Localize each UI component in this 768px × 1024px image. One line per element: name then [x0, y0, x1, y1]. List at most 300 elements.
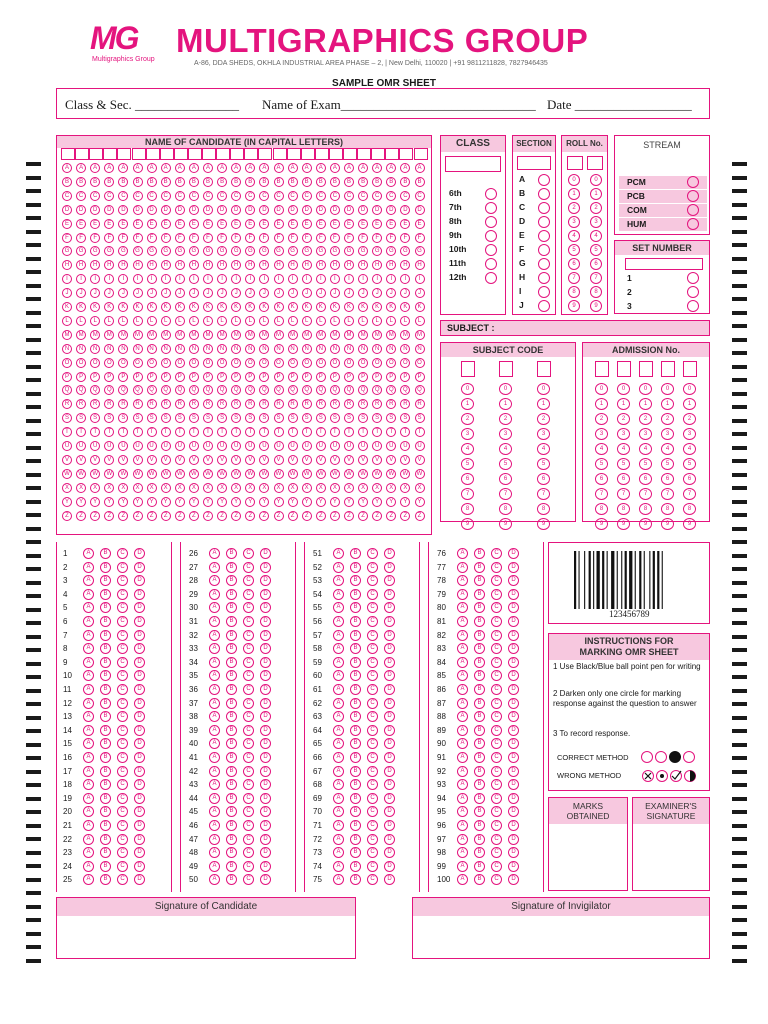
- subject-code-bubble[interactable]: 4: [537, 443, 550, 455]
- admission-bubble[interactable]: 7: [661, 488, 674, 500]
- name-bubble[interactable]: A: [358, 163, 368, 173]
- answer-bubble[interactable]: D: [134, 806, 145, 817]
- answer-bubble[interactable]: A: [83, 589, 94, 600]
- name-bubble[interactable]: H: [245, 260, 255, 270]
- name-bubble[interactable]: E: [161, 219, 171, 229]
- answer-bubble[interactable]: C: [491, 698, 502, 709]
- name-letter-box[interactable]: [132, 148, 146, 160]
- answer-bubble[interactable]: C: [367, 575, 378, 586]
- name-bubble[interactable]: Q: [104, 385, 114, 395]
- name-bubble[interactable]: X: [400, 483, 410, 493]
- name-bubble[interactable]: X: [316, 483, 326, 493]
- subject-code-bubble[interactable]: 0: [537, 383, 550, 395]
- name-bubble[interactable]: K: [386, 302, 396, 312]
- name-bubble[interactable]: U: [147, 441, 157, 451]
- name-bubble[interactable]: O: [189, 358, 199, 368]
- answer-bubble[interactable]: A: [83, 766, 94, 777]
- name-bubble[interactable]: P: [386, 372, 396, 382]
- name-bubble[interactable]: R: [133, 399, 143, 409]
- name-bubble[interactable]: F: [118, 233, 128, 243]
- name-bubble[interactable]: E: [358, 219, 368, 229]
- name-bubble[interactable]: N: [62, 344, 72, 354]
- name-bubble[interactable]: A: [62, 163, 72, 173]
- name-bubble[interactable]: L: [302, 316, 312, 326]
- name-bubble[interactable]: A: [302, 163, 312, 173]
- name-bubble[interactable]: G: [217, 246, 227, 256]
- name-bubble[interactable]: M: [62, 330, 72, 340]
- name-bubble[interactable]: P: [245, 372, 255, 382]
- name-bubble[interactable]: P: [302, 372, 312, 382]
- name-bubble[interactable]: A: [330, 163, 340, 173]
- answer-bubble[interactable]: D: [134, 616, 145, 627]
- name-bubble[interactable]: L: [147, 316, 157, 326]
- answer-bubble[interactable]: C: [367, 562, 378, 573]
- name-bubble[interactable]: I: [147, 274, 157, 284]
- answer-bubble[interactable]: D: [260, 779, 271, 790]
- name-bubble[interactable]: V: [104, 455, 114, 465]
- answer-bubble[interactable]: D: [384, 874, 395, 885]
- name-bubble[interactable]: W: [62, 469, 72, 479]
- admission-bubble[interactable]: 8: [595, 503, 608, 515]
- answer-bubble[interactable]: D: [134, 575, 145, 586]
- answer-bubble[interactable]: D: [508, 779, 519, 790]
- name-bubble[interactable]: H: [344, 260, 354, 270]
- name-bubble[interactable]: J: [259, 288, 269, 298]
- name-bubble[interactable]: C: [76, 191, 86, 201]
- class-bubble[interactable]: [485, 258, 497, 270]
- name-bubble[interactable]: Y: [189, 497, 199, 507]
- name-bubble[interactable]: M: [133, 330, 143, 340]
- name-bubble[interactable]: A: [90, 163, 100, 173]
- set-bubble[interactable]: [687, 272, 699, 284]
- name-bubble[interactable]: L: [400, 316, 410, 326]
- name-bubble[interactable]: I: [302, 274, 312, 284]
- name-bubble[interactable]: I: [400, 274, 410, 284]
- answer-bubble[interactable]: B: [226, 643, 237, 654]
- name-bubble[interactable]: M: [203, 330, 213, 340]
- answer-bubble[interactable]: D: [508, 698, 519, 709]
- answer-bubble[interactable]: C: [243, 711, 254, 722]
- name-bubble[interactable]: M: [76, 330, 86, 340]
- answer-bubble[interactable]: A: [457, 711, 468, 722]
- name-bubble[interactable]: T: [62, 427, 72, 437]
- name-bubble[interactable]: S: [358, 413, 368, 423]
- answer-bubble[interactable]: A: [333, 861, 344, 872]
- answer-bubble[interactable]: A: [83, 820, 94, 831]
- answer-bubble[interactable]: D: [384, 725, 395, 736]
- name-bubble[interactable]: Q: [344, 385, 354, 395]
- name-bubble[interactable]: T: [189, 427, 199, 437]
- name-bubble[interactable]: P: [161, 372, 171, 382]
- name-bubble[interactable]: J: [330, 288, 340, 298]
- roll-bubble[interactable]: 4: [568, 230, 580, 242]
- name-bubble[interactable]: E: [203, 219, 213, 229]
- admission-write-box[interactable]: [595, 361, 609, 377]
- answer-bubble[interactable]: C: [117, 834, 128, 845]
- section-bubble[interactable]: [538, 272, 550, 284]
- admission-bubble[interactable]: 9: [683, 518, 696, 530]
- answer-bubble[interactable]: D: [508, 562, 519, 573]
- name-bubble[interactable]: G: [189, 246, 199, 256]
- name-bubble[interactable]: P: [118, 372, 128, 382]
- name-bubble[interactable]: V: [386, 455, 396, 465]
- answer-bubble[interactable]: D: [508, 589, 519, 600]
- answer-bubble[interactable]: D: [134, 779, 145, 790]
- name-bubble[interactable]: C: [302, 191, 312, 201]
- name-bubble[interactable]: K: [90, 302, 100, 312]
- answer-bubble[interactable]: D: [508, 874, 519, 885]
- admission-bubble[interactable]: 2: [595, 413, 608, 425]
- answer-bubble[interactable]: A: [333, 820, 344, 831]
- name-bubble[interactable]: R: [90, 399, 100, 409]
- answer-bubble[interactable]: B: [350, 602, 361, 613]
- name-bubble[interactable]: L: [76, 316, 86, 326]
- answer-bubble[interactable]: A: [83, 548, 94, 559]
- admission-bubble[interactable]: 9: [617, 518, 630, 530]
- name-bubble[interactable]: R: [147, 399, 157, 409]
- name-bubble[interactable]: S: [161, 413, 171, 423]
- name-bubble[interactable]: B: [288, 177, 298, 187]
- name-bubble[interactable]: R: [104, 399, 114, 409]
- name-bubble[interactable]: V: [330, 455, 340, 465]
- name-bubble[interactable]: J: [415, 288, 425, 298]
- answer-bubble[interactable]: B: [226, 766, 237, 777]
- name-bubble[interactable]: A: [217, 163, 227, 173]
- name-bubble[interactable]: G: [133, 246, 143, 256]
- answer-bubble[interactable]: C: [491, 602, 502, 613]
- name-bubble[interactable]: P: [344, 372, 354, 382]
- name-bubble[interactable]: O: [76, 358, 86, 368]
- answer-bubble[interactable]: B: [100, 738, 111, 749]
- answer-bubble[interactable]: C: [491, 834, 502, 845]
- name-letter-box[interactable]: [273, 148, 287, 160]
- name-bubble[interactable]: K: [231, 302, 241, 312]
- answer-bubble[interactable]: D: [384, 752, 395, 763]
- answer-bubble[interactable]: A: [209, 657, 220, 668]
- answer-bubble[interactable]: A: [209, 589, 220, 600]
- name-bubble[interactable]: Q: [245, 385, 255, 395]
- roll-write-box-1[interactable]: [567, 156, 583, 170]
- name-bubble[interactable]: Y: [175, 497, 185, 507]
- name-bubble[interactable]: N: [147, 344, 157, 354]
- answer-bubble[interactable]: A: [333, 616, 344, 627]
- name-bubble[interactable]: P: [231, 372, 241, 382]
- name-bubble[interactable]: H: [316, 260, 326, 270]
- section-bubble[interactable]: [538, 188, 550, 200]
- name-bubble[interactable]: T: [245, 427, 255, 437]
- answer-bubble[interactable]: B: [226, 752, 237, 763]
- name-bubble[interactable]: G: [372, 246, 382, 256]
- name-bubble[interactable]: E: [372, 219, 382, 229]
- name-bubble[interactable]: P: [274, 372, 284, 382]
- stream-bubble[interactable]: [687, 176, 699, 188]
- answer-bubble[interactable]: C: [243, 616, 254, 627]
- answer-bubble[interactable]: C: [367, 861, 378, 872]
- answer-bubble[interactable]: A: [457, 834, 468, 845]
- name-bubble[interactable]: G: [231, 246, 241, 256]
- name-bubble[interactable]: L: [90, 316, 100, 326]
- name-bubble[interactable]: N: [386, 344, 396, 354]
- answer-bubble[interactable]: C: [367, 684, 378, 695]
- name-bubble[interactable]: N: [118, 344, 128, 354]
- name-bubble[interactable]: E: [118, 219, 128, 229]
- answer-bubble[interactable]: C: [491, 738, 502, 749]
- answer-bubble[interactable]: A: [457, 820, 468, 831]
- name-bubble[interactable]: M: [400, 330, 410, 340]
- answer-bubble[interactable]: C: [243, 820, 254, 831]
- name-bubble[interactable]: I: [386, 274, 396, 284]
- name-bubble[interactable]: C: [133, 191, 143, 201]
- name-bubble[interactable]: O: [217, 358, 227, 368]
- name-bubble[interactable]: B: [415, 177, 425, 187]
- name-bubble[interactable]: I: [231, 274, 241, 284]
- answer-bubble[interactable]: B: [350, 616, 361, 627]
- name-bubble[interactable]: Q: [203, 385, 213, 395]
- admission-bubble[interactable]: 3: [683, 428, 696, 440]
- name-bubble[interactable]: Y: [76, 497, 86, 507]
- name-bubble[interactable]: B: [245, 177, 255, 187]
- admission-bubble[interactable]: 6: [639, 473, 652, 485]
- answer-bubble[interactable]: D: [260, 793, 271, 804]
- answer-bubble[interactable]: B: [226, 847, 237, 858]
- name-letter-box[interactable]: [160, 148, 174, 160]
- name-bubble[interactable]: V: [288, 455, 298, 465]
- name-bubble[interactable]: J: [133, 288, 143, 298]
- name-bubble[interactable]: M: [288, 330, 298, 340]
- name-bubble[interactable]: K: [358, 302, 368, 312]
- class-option[interactable]: [447, 202, 503, 215]
- name-bubble[interactable]: S: [217, 413, 227, 423]
- answer-bubble[interactable]: C: [367, 834, 378, 845]
- name-bubble[interactable]: K: [147, 302, 157, 312]
- answer-bubble[interactable]: A: [333, 779, 344, 790]
- answer-bubble[interactable]: B: [226, 820, 237, 831]
- name-bubble[interactable]: Z: [231, 511, 241, 521]
- name-bubble[interactable]: S: [372, 413, 382, 423]
- name-bubble[interactable]: T: [288, 427, 298, 437]
- name-bubble[interactable]: X: [217, 483, 227, 493]
- answer-bubble[interactable]: A: [457, 861, 468, 872]
- name-bubble[interactable]: R: [400, 399, 410, 409]
- answer-bubble[interactable]: C: [367, 589, 378, 600]
- name-bubble[interactable]: F: [104, 233, 114, 243]
- answer-bubble[interactable]: D: [384, 562, 395, 573]
- name-bubble[interactable]: H: [372, 260, 382, 270]
- name-bubble[interactable]: Q: [76, 385, 86, 395]
- section-option[interactable]: [517, 244, 553, 257]
- name-bubble[interactable]: R: [330, 399, 340, 409]
- answer-bubble[interactable]: A: [457, 602, 468, 613]
- answer-bubble[interactable]: A: [83, 643, 94, 654]
- name-bubble[interactable]: Q: [415, 385, 425, 395]
- name-bubble[interactable]: K: [302, 302, 312, 312]
- answer-bubble[interactable]: B: [474, 711, 485, 722]
- name-bubble[interactable]: F: [415, 233, 425, 243]
- admission-bubble[interactable]: 2: [661, 413, 674, 425]
- name-bubble[interactable]: U: [259, 441, 269, 451]
- name-bubble[interactable]: R: [189, 399, 199, 409]
- answer-bubble[interactable]: D: [384, 698, 395, 709]
- subject-code-bubble[interactable]: 5: [461, 458, 474, 470]
- name-bubble[interactable]: K: [189, 302, 199, 312]
- answer-bubble[interactable]: C: [367, 711, 378, 722]
- answer-bubble[interactable]: D: [384, 861, 395, 872]
- name-bubble[interactable]: I: [358, 274, 368, 284]
- answer-bubble[interactable]: C: [117, 602, 128, 613]
- answer-bubble[interactable]: B: [100, 820, 111, 831]
- answer-bubble[interactable]: A: [333, 698, 344, 709]
- name-bubble[interactable]: Y: [259, 497, 269, 507]
- answer-bubble[interactable]: D: [260, 643, 271, 654]
- name-bubble[interactable]: D: [316, 205, 326, 215]
- name-bubble[interactable]: F: [62, 233, 72, 243]
- answer-bubble[interactable]: D: [134, 548, 145, 559]
- name-bubble[interactable]: G: [358, 246, 368, 256]
- answer-bubble[interactable]: C: [491, 766, 502, 777]
- name-bubble[interactable]: X: [133, 483, 143, 493]
- answer-bubble[interactable]: C: [243, 548, 254, 559]
- name-bubble[interactable]: B: [358, 177, 368, 187]
- answer-bubble[interactable]: C: [367, 548, 378, 559]
- name-bubble[interactable]: J: [372, 288, 382, 298]
- subject-code-bubble[interactable]: 0: [499, 383, 512, 395]
- name-bubble[interactable]: O: [245, 358, 255, 368]
- name-bubble-matrix[interactable]: [61, 163, 429, 533]
- name-bubble[interactable]: D: [274, 205, 284, 215]
- name-bubble[interactable]: A: [175, 163, 185, 173]
- section-option[interactable]: [517, 202, 553, 215]
- name-bubble[interactable]: O: [118, 358, 128, 368]
- roll-bubble[interactable]: 8: [590, 286, 602, 298]
- name-bubble[interactable]: G: [316, 246, 326, 256]
- name-letter-boxes[interactable]: [61, 148, 429, 160]
- name-bubble[interactable]: H: [231, 260, 241, 270]
- section-option[interactable]: [517, 188, 553, 201]
- answer-bubble[interactable]: D: [134, 820, 145, 831]
- subject-code-write-box[interactable]: [537, 361, 551, 377]
- answer-bubble[interactable]: A: [83, 616, 94, 627]
- name-bubble[interactable]: E: [386, 219, 396, 229]
- name-bubble[interactable]: F: [76, 233, 86, 243]
- answer-bubble[interactable]: C: [367, 806, 378, 817]
- invigilator-signature-box[interactable]: [412, 897, 710, 959]
- name-bubble[interactable]: Z: [203, 511, 213, 521]
- class-bubble[interactable]: [485, 188, 497, 200]
- answer-bubble[interactable]: A: [209, 752, 220, 763]
- admission-bubble[interactable]: 0: [617, 383, 630, 395]
- answer-bubble[interactable]: C: [491, 711, 502, 722]
- set-bubble[interactable]: [687, 286, 699, 298]
- name-bubble[interactable]: C: [288, 191, 298, 201]
- name-bubble[interactable]: U: [90, 441, 100, 451]
- name-bubble[interactable]: N: [400, 344, 410, 354]
- answer-bubble[interactable]: C: [367, 847, 378, 858]
- name-bubble[interactable]: L: [104, 316, 114, 326]
- admission-bubble[interactable]: 3: [617, 428, 630, 440]
- answer-bubble[interactable]: D: [260, 711, 271, 722]
- name-bubble[interactable]: P: [217, 372, 227, 382]
- answer-bubble[interactable]: D: [384, 630, 395, 641]
- answer-bubble[interactable]: D: [260, 725, 271, 736]
- name-bubble[interactable]: C: [344, 191, 354, 201]
- name-bubble[interactable]: E: [259, 219, 269, 229]
- answer-bubble[interactable]: C: [491, 657, 502, 668]
- candidate-signature-box[interactable]: [56, 897, 356, 959]
- name-bubble[interactable]: M: [104, 330, 114, 340]
- name-bubble[interactable]: D: [175, 205, 185, 215]
- name-bubble[interactable]: U: [245, 441, 255, 451]
- name-bubble[interactable]: G: [104, 246, 114, 256]
- name-bubble[interactable]: C: [175, 191, 185, 201]
- name-bubble[interactable]: V: [62, 455, 72, 465]
- answer-bubble[interactable]: B: [226, 548, 237, 559]
- name-bubble[interactable]: F: [231, 233, 241, 243]
- answer-bubble[interactable]: A: [209, 630, 220, 641]
- name-bubble[interactable]: Z: [259, 511, 269, 521]
- answer-bubble[interactable]: A: [209, 562, 220, 573]
- name-bubble[interactable]: X: [161, 483, 171, 493]
- answer-bubble[interactable]: A: [333, 874, 344, 885]
- roll-bubble[interactable]: 0: [590, 174, 602, 186]
- answer-bubble[interactable]: B: [474, 766, 485, 777]
- name-bubble[interactable]: X: [386, 483, 396, 493]
- name-bubble[interactable]: K: [400, 302, 410, 312]
- answer-bubble[interactable]: A: [457, 562, 468, 573]
- name-bubble[interactable]: W: [400, 469, 410, 479]
- answer-bubble[interactable]: C: [117, 820, 128, 831]
- name-bubble[interactable]: L: [133, 316, 143, 326]
- name-bubble[interactable]: J: [231, 288, 241, 298]
- name-bubble[interactable]: K: [133, 302, 143, 312]
- name-bubble[interactable]: T: [90, 427, 100, 437]
- name-bubble[interactable]: D: [203, 205, 213, 215]
- answer-bubble[interactable]: A: [457, 779, 468, 790]
- name-bubble[interactable]: I: [133, 274, 143, 284]
- answer-bubble[interactable]: C: [243, 657, 254, 668]
- name-bubble[interactable]: U: [62, 441, 72, 451]
- name-letter-box[interactable]: [89, 148, 103, 160]
- name-bubble[interactable]: Y: [302, 497, 312, 507]
- answer-bubble[interactable]: C: [491, 874, 502, 885]
- answer-bubble[interactable]: A: [83, 602, 94, 613]
- answer-bubble[interactable]: B: [100, 562, 111, 573]
- answer-bubble[interactable]: B: [474, 575, 485, 586]
- name-bubble[interactable]: K: [104, 302, 114, 312]
- name-bubble[interactable]: M: [358, 330, 368, 340]
- answer-bubble[interactable]: D: [384, 548, 395, 559]
- name-bubble[interactable]: R: [217, 399, 227, 409]
- name-bubble[interactable]: M: [217, 330, 227, 340]
- answer-bubble[interactable]: B: [226, 861, 237, 872]
- name-bubble[interactable]: W: [90, 469, 100, 479]
- name-bubble[interactable]: A: [133, 163, 143, 173]
- name-bubble[interactable]: F: [245, 233, 255, 243]
- answer-bubble[interactable]: B: [474, 738, 485, 749]
- answer-bubble[interactable]: A: [83, 779, 94, 790]
- name-bubble[interactable]: W: [175, 469, 185, 479]
- name-bubble[interactable]: U: [330, 441, 340, 451]
- name-bubble[interactable]: R: [288, 399, 298, 409]
- name-bubble[interactable]: U: [344, 441, 354, 451]
- answer-bubble[interactable]: D: [260, 684, 271, 695]
- name-bubble[interactable]: Z: [175, 511, 185, 521]
- name-bubble[interactable]: T: [259, 427, 269, 437]
- answer-bubble[interactable]: A: [333, 643, 344, 654]
- answer-bubble[interactable]: B: [474, 820, 485, 831]
- subject-code-bubble[interactable]: 1: [537, 398, 550, 410]
- name-bubble[interactable]: Z: [358, 511, 368, 521]
- answer-bubble[interactable]: B: [100, 684, 111, 695]
